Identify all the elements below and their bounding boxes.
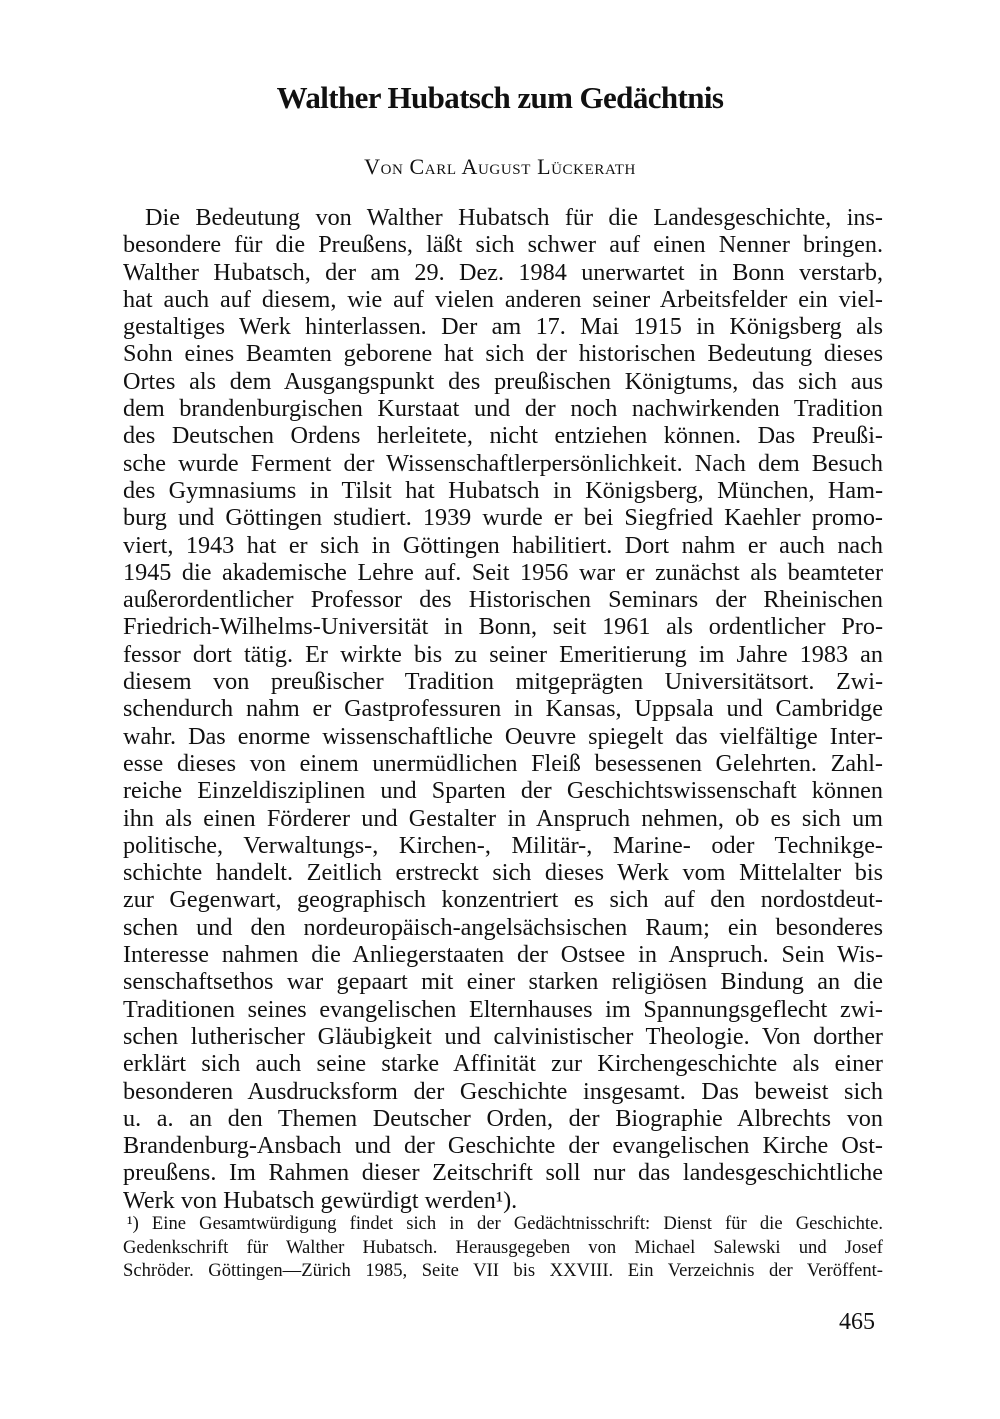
body-line: des Deutschen Ordens herleitete, nicht entziehen können. Das Preußi- (123, 422, 883, 450)
body-line: fessor dort tätig. Er wirkte bis zu seiner Emeritierung im Jahre 1983 an (123, 640, 883, 668)
body-line: sche wurde Ferment der Wissenschaftlerpersönlichkeit. Nach dem Besuch (123, 449, 883, 477)
body-line: besonderen Ausdrucksform der Geschichte insgesamt. Das beweist sich (123, 1077, 883, 1105)
body-line: gestaltiges Werk hinterlassen. Der am 17. Mai 1915 in Königsberg als (123, 313, 883, 341)
footnote-line: ¹) Eine Gesamtwürdigung findet sich in der Gedächtnisschrift: Dienst für die Geschichte. (127, 1213, 883, 1234)
body-line: Ortes als dem Ausgangspunkt des preußischen Königtums, das sich aus (123, 367, 883, 395)
body-line: Die Bedeutung von Walther Hubatsch für die Landesgeschichte, ins- (145, 204, 883, 231)
article-body (123, 204, 883, 1214)
body-line: preußens. Im Rahmen dieser Zeitschrift soll nur das landesgeschichtliche (123, 1159, 883, 1187)
body-line: Walther Hubatsch, der am 29. Dez. 1984 unerwartet in Bonn verstarb, (123, 258, 883, 286)
body-line: schen lutherischer Gläubigkeit und calvinistischer Theologie. Von dorther (123, 1022, 883, 1050)
body-line: schichte handelt. Zeitlich erstreckt sich dieses Werk vom Mittelalter bis (123, 859, 883, 887)
body-line: politische, Verwaltungs-, Kirchen-, Militär-, Marine- oder Technikge- (123, 831, 883, 859)
body-line: esse dieses von einem unermüdlichen Fleiß besessenen Gelehrten. Zahl- (123, 749, 883, 777)
body-line: schen und den nordeuropäisch-angelsächsischen Raum; ein besonderes (123, 913, 883, 941)
body-line: außerordentlicher Professor des Historischen Seminars der Rheinischen (123, 586, 883, 614)
page-number: 465 (839, 1309, 875, 1335)
body-line: Interesse nahmen die Anliegerstaaten der Ostsee in Anspruch. Sein Wis- (123, 941, 883, 969)
body-line: reiche Einzeldisziplinen und Sparten der Geschichtswissenschaft können (123, 777, 883, 805)
body-line: Brandenburg-Ansbach und der Geschichte der evangelischen Kirche Ost- (123, 1132, 883, 1160)
body-line: Werk von Hubatsch gewürdigt werden¹). (123, 1186, 518, 1214)
body-line: senschaftsethos war gepaart mit einer starken religiösen Bindung an die (123, 968, 883, 996)
body-line: Friedrich-Wilhelms-Universität in Bonn, seit 1961 als ordentlicher Pro- (123, 613, 883, 641)
body-line: ihn als einen Förderer und Gestalter in Anspruch nehmen, ob es sich um (123, 804, 883, 832)
article-title: Walther Hubatsch zum Gedächtnis (276, 80, 724, 115)
footnote-line: Gedenkschrift für Walther Hubatsch. Herausgegeben von Michael Salewski und Josef (123, 1236, 883, 1258)
body-line: schendurch nahm er Gastprofessuren in Kansas, Uppsala und Cambridge (123, 695, 883, 723)
body-line: Traditionen seines evangelischen Elternhauses im Spannungsgeflecht zwi- (123, 995, 883, 1023)
body-line: diesem von preußischer Tradition mitgeprägten Universitätsort. Zwi- (123, 668, 883, 696)
body-line: hat auch auf diesem, wie auf vielen anderen seiner Arbeitsfelder ein viel- (123, 285, 883, 313)
article-byline: Von Carl August Lückerath (364, 154, 636, 179)
body-line: wahr. Das enorme wissenschaftliche Oeuvre spiegelt das vielfältige Inter- (123, 722, 883, 750)
body-line: erklärt sich auch seine starke Affinität zur Kirchengeschichte als einer (123, 1050, 883, 1078)
body-line: viert, 1943 hat er sich in Göttingen habilitiert. Dort nahm er auch nach (123, 531, 883, 559)
body-line: zur Gegenwart, geographisch konzentriert es sich auf den nordostdeut- (123, 886, 883, 914)
footnote (123, 1212, 883, 1283)
body-line: dem brandenburgischen Kurstaat und der noch nachwirkenden Tradition (123, 395, 883, 423)
body-line: des Gymnasiums in Tilsit hat Hubatsch in Königsberg, München, Ham- (123, 476, 883, 504)
body-line: u. a. an den Themen Deutscher Orden, der Biographie Albrechts von (123, 1104, 883, 1132)
body-line: Sohn eines Beamten geborene hat sich der historischen Bedeutung dieses (123, 340, 883, 368)
footnote-line: Schröder. Göttingen—Zürich 1985, Seite VII bis XXVIII. Ein Verzeichnis der Veröffent- (123, 1260, 883, 1281)
body-line: burg und Göttingen studiert. 1939 wurde er bei Siegfried Kaehler promo- (123, 504, 883, 532)
body-line: besondere für die Preußens, läßt sich schwer auf einen Nenner bringen. (123, 231, 883, 259)
body-line: 1945 die akademische Lehre auf. Seit 1956 war er zunächst als beamteter (123, 558, 883, 586)
